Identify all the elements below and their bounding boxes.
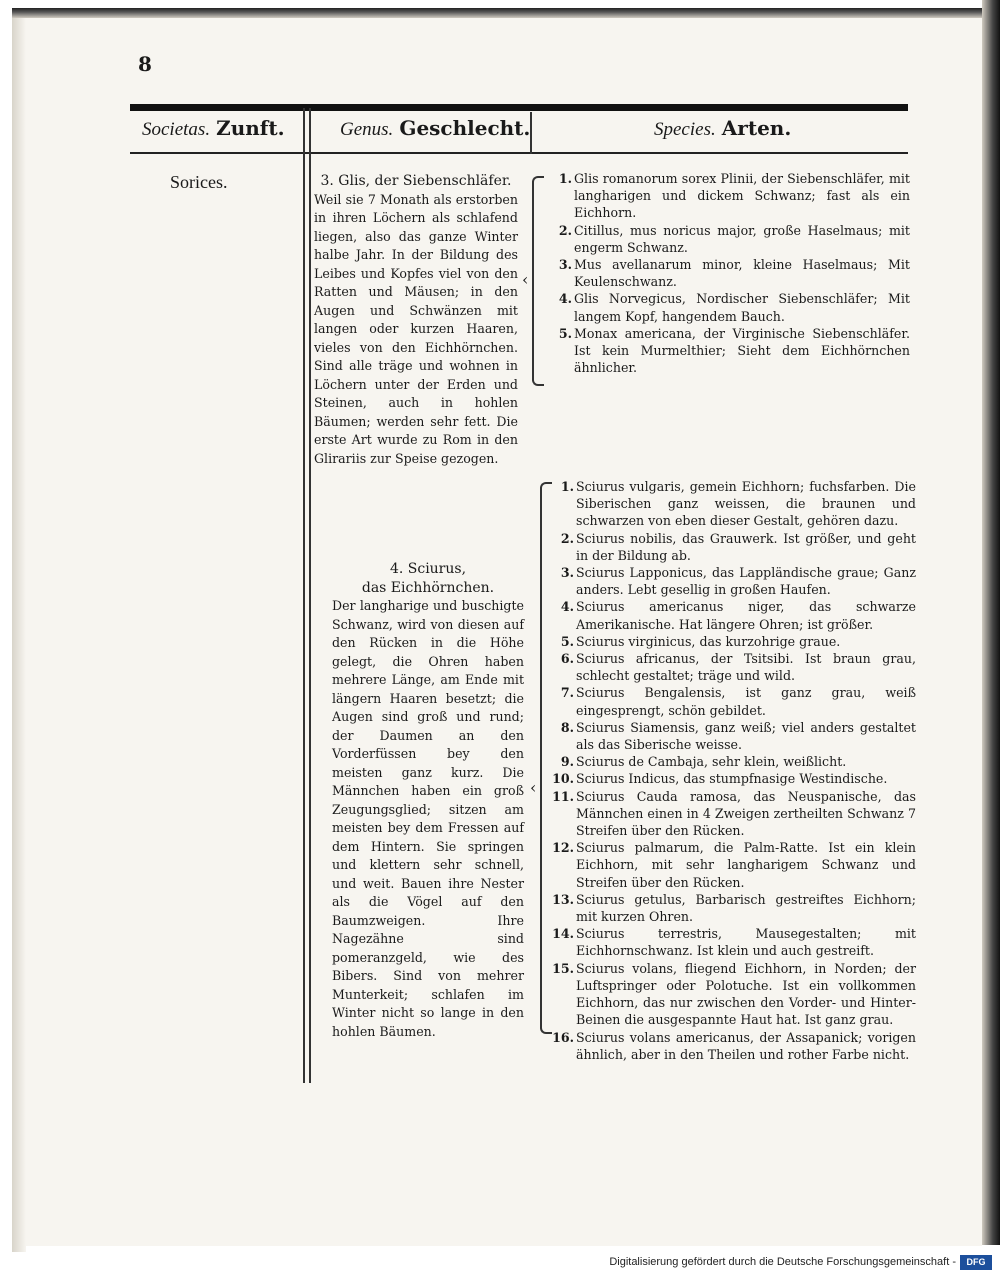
header-societas-latin: Societas.: [142, 119, 211, 140]
list-item: 5. Sciurus virginicus, das kurzohrige graue.: [560, 633, 841, 649]
species-list-sciurus: [550, 478, 916, 1063]
list-item: 3. Mus avellanarum minor, kleine Haselmaus; Mit Keulenschwanz.: [558, 257, 910, 290]
brace-sciurus-tip: ‹: [530, 778, 537, 797]
header-genus-latin: Genus.: [340, 119, 394, 140]
list-item: 3. Sciurus Lapponicus, das Lappländische graue; Ganz anders. Lebt gesellig in großen Haufen.: [560, 565, 916, 598]
table-top-rule: [130, 104, 908, 111]
page-number: 8: [138, 52, 152, 76]
footer-credit-text: Digitalisierung gefördert durch die Deutsche Forschungsgemeinschaft -: [609, 1256, 956, 1268]
list-item: 2. Sciurus nobilis, das Grauwerk. Ist größer, und geht in der Bildung ab.: [560, 530, 916, 563]
list-item: 2. Citillus, mus noricus major, große Haselmaus; mit engerm Schwanz.: [558, 222, 910, 255]
page-left-edge: [12, 8, 26, 1253]
table-header-rule: [130, 152, 908, 154]
list-item: 4. Sciurus americanus niger, das schwarze Amerikanische. Hat längere Ohren; ist größer.: [560, 599, 916, 632]
page-top-edge: [12, 8, 994, 18]
genus-title: 3. Glis, der Siebenschläfer.: [320, 173, 512, 189]
list-item: 11. Sciurus Cauda ramosa, das Neuspanische, das Männchen einen in 4 Zweigen zertheilten Schwanz 7 Streifen über den Rücken.: [552, 788, 916, 839]
list-item: 13. Sciurus getulus, Barbarisch gestreiftes Eichhorn; mit kurzen Ohren.: [552, 891, 916, 925]
genus-sciurus: [332, 560, 524, 1041]
digitization-footer: [0, 1252, 1000, 1275]
genus-glis: [314, 172, 518, 468]
header-genus-german: Geschlecht.: [399, 116, 531, 140]
list-item: 7. Sciurus Bengalensis, ist ganz grau, weiß eingesprengt, schön gebildet.: [560, 685, 916, 718]
list-item: 16. Sciurus volans americanus, der Assapanick; vorigen ähnlich, aber in den Theilen und rother Farbe nicht.: [552, 1029, 916, 1062]
list-item: 1. Sciurus vulgaris, gemein Eichhorn; fuchsfarben. Die Siberischen ganz weissen, die braunen und schwarzen von eben dieser Gestalt, gehören dazu.: [560, 479, 916, 529]
list-item: 4. Glis Norvegicus, Nordischer Siebenschläfer; Mit langem Kopf, hangendem Bauch.: [558, 291, 910, 324]
list-item: 9. Sciurus de Cambaja, sehr klein, weißlicht.: [560, 754, 847, 770]
header-species-german: Arten.: [721, 116, 792, 140]
header-genus: [340, 116, 530, 141]
list-item: 1. Glis romanorum sorex Plinii, der Siebenschläfer, mit langharigen und dickem Schwanz; fast als ein Eichhorn.: [558, 171, 910, 221]
genus-description: Weil sie 7 Monath als erstorben in ihren Löchern als schlafend liegen, also das ganze Winter halbe Jahr. In der Bildung des Leibes und Kopfes viel von den Ratten und Mäusen; in den Augen und Schwänzen mit langen oder kurzen Haaren, vieles von den Eichhörnchen. Sind alle träge und wohnen in Löchern unter der Erden und Steinen, auch in hohlen Bäumen; werden sehr fett. Die erste Art wurde zu Rom in den Glirariis zur Speise gezogen.: [314, 191, 518, 466]
list-item: 6. Sciurus africanus, der Tsitsibi. Ist braun grau, schlecht gestaltet; träge und wild.: [560, 651, 916, 684]
genus-subtitle: das Eichhörnchen.: [361, 579, 495, 596]
list-item: 15. Sciurus volans, fliegend Eichhorn, in Norden; der Luftspringer oder Polotuche. Ist ein vollkommen Eichhorn, das nur zwischen den Vorder- und Hinter-Beinen die ausgespannte Haut hat. Ist ganz grau.: [552, 960, 916, 1028]
column-divider-1b: [309, 108, 311, 1083]
column-divider-1: [303, 108, 305, 1083]
brace-glis: [532, 176, 544, 386]
header-societas-german: Zunft.: [216, 116, 285, 140]
list-item: 8. Sciurus Siamensis, ganz weiß; viel anders gestaltet als das Siberische weisse.: [560, 719, 916, 753]
header-species-latin: Species.: [654, 119, 716, 140]
dfg-logo: DFG: [960, 1255, 992, 1270]
header-species: [654, 116, 791, 141]
brace-glis-tip: ‹: [522, 270, 529, 289]
list-item: 5. Monax americana, der Virginische Siebenschläfer. Ist kein Murmelthier; Sieht dem Eichhörnchen ähnlicher.: [558, 325, 910, 376]
genus-description: Der langharige und buschigte Schwanz, wird von diesen auf den Rücken in die Höhe gelegt, die Ohren haben mehrere Länge, am Ende mit längern Haaren besetzt; die Augen sind groß und rund; der Daumen an den Vorderfüssen bey den meisten ganz kurz. Die Männchen haben ein groß Zeugungsglied; sitzen am meisten bey dem Fressen auf dem Hintern. Sie springen und klettern sehr schnell, und weit. Bauen ihre Nester als die Vögel auf den Baumzweigen. Ihre Nagezähne sind pomeranzgeld, wie des Bibers. Sind von mehrer Munterkeit; schlafen im Winter nicht so lange in den hohlen Bäumen.: [332, 598, 524, 1039]
list-item: 14. Sciurus terrestris, Mausegestalten; mit Eichhornschwanz. Ist klein und auch gestreift.: [552, 926, 916, 959]
list-item: 12. Sciurus palmarum, die Palm-Ratte. Ist ein klein Eichhorn, mit sehr langharigem Schwanz und Streifen über den Rücken.: [552, 840, 916, 890]
page-right-edge: [982, 0, 1000, 1245]
genus-title: 4. Sciurus,: [389, 561, 467, 577]
header-societas: [142, 116, 285, 141]
societas-name: Sorices.: [170, 172, 228, 192]
species-list-glis: [548, 170, 910, 376]
list-item: 10. Sciurus Indicus, das stumpfnasige Westindische.: [552, 771, 888, 787]
